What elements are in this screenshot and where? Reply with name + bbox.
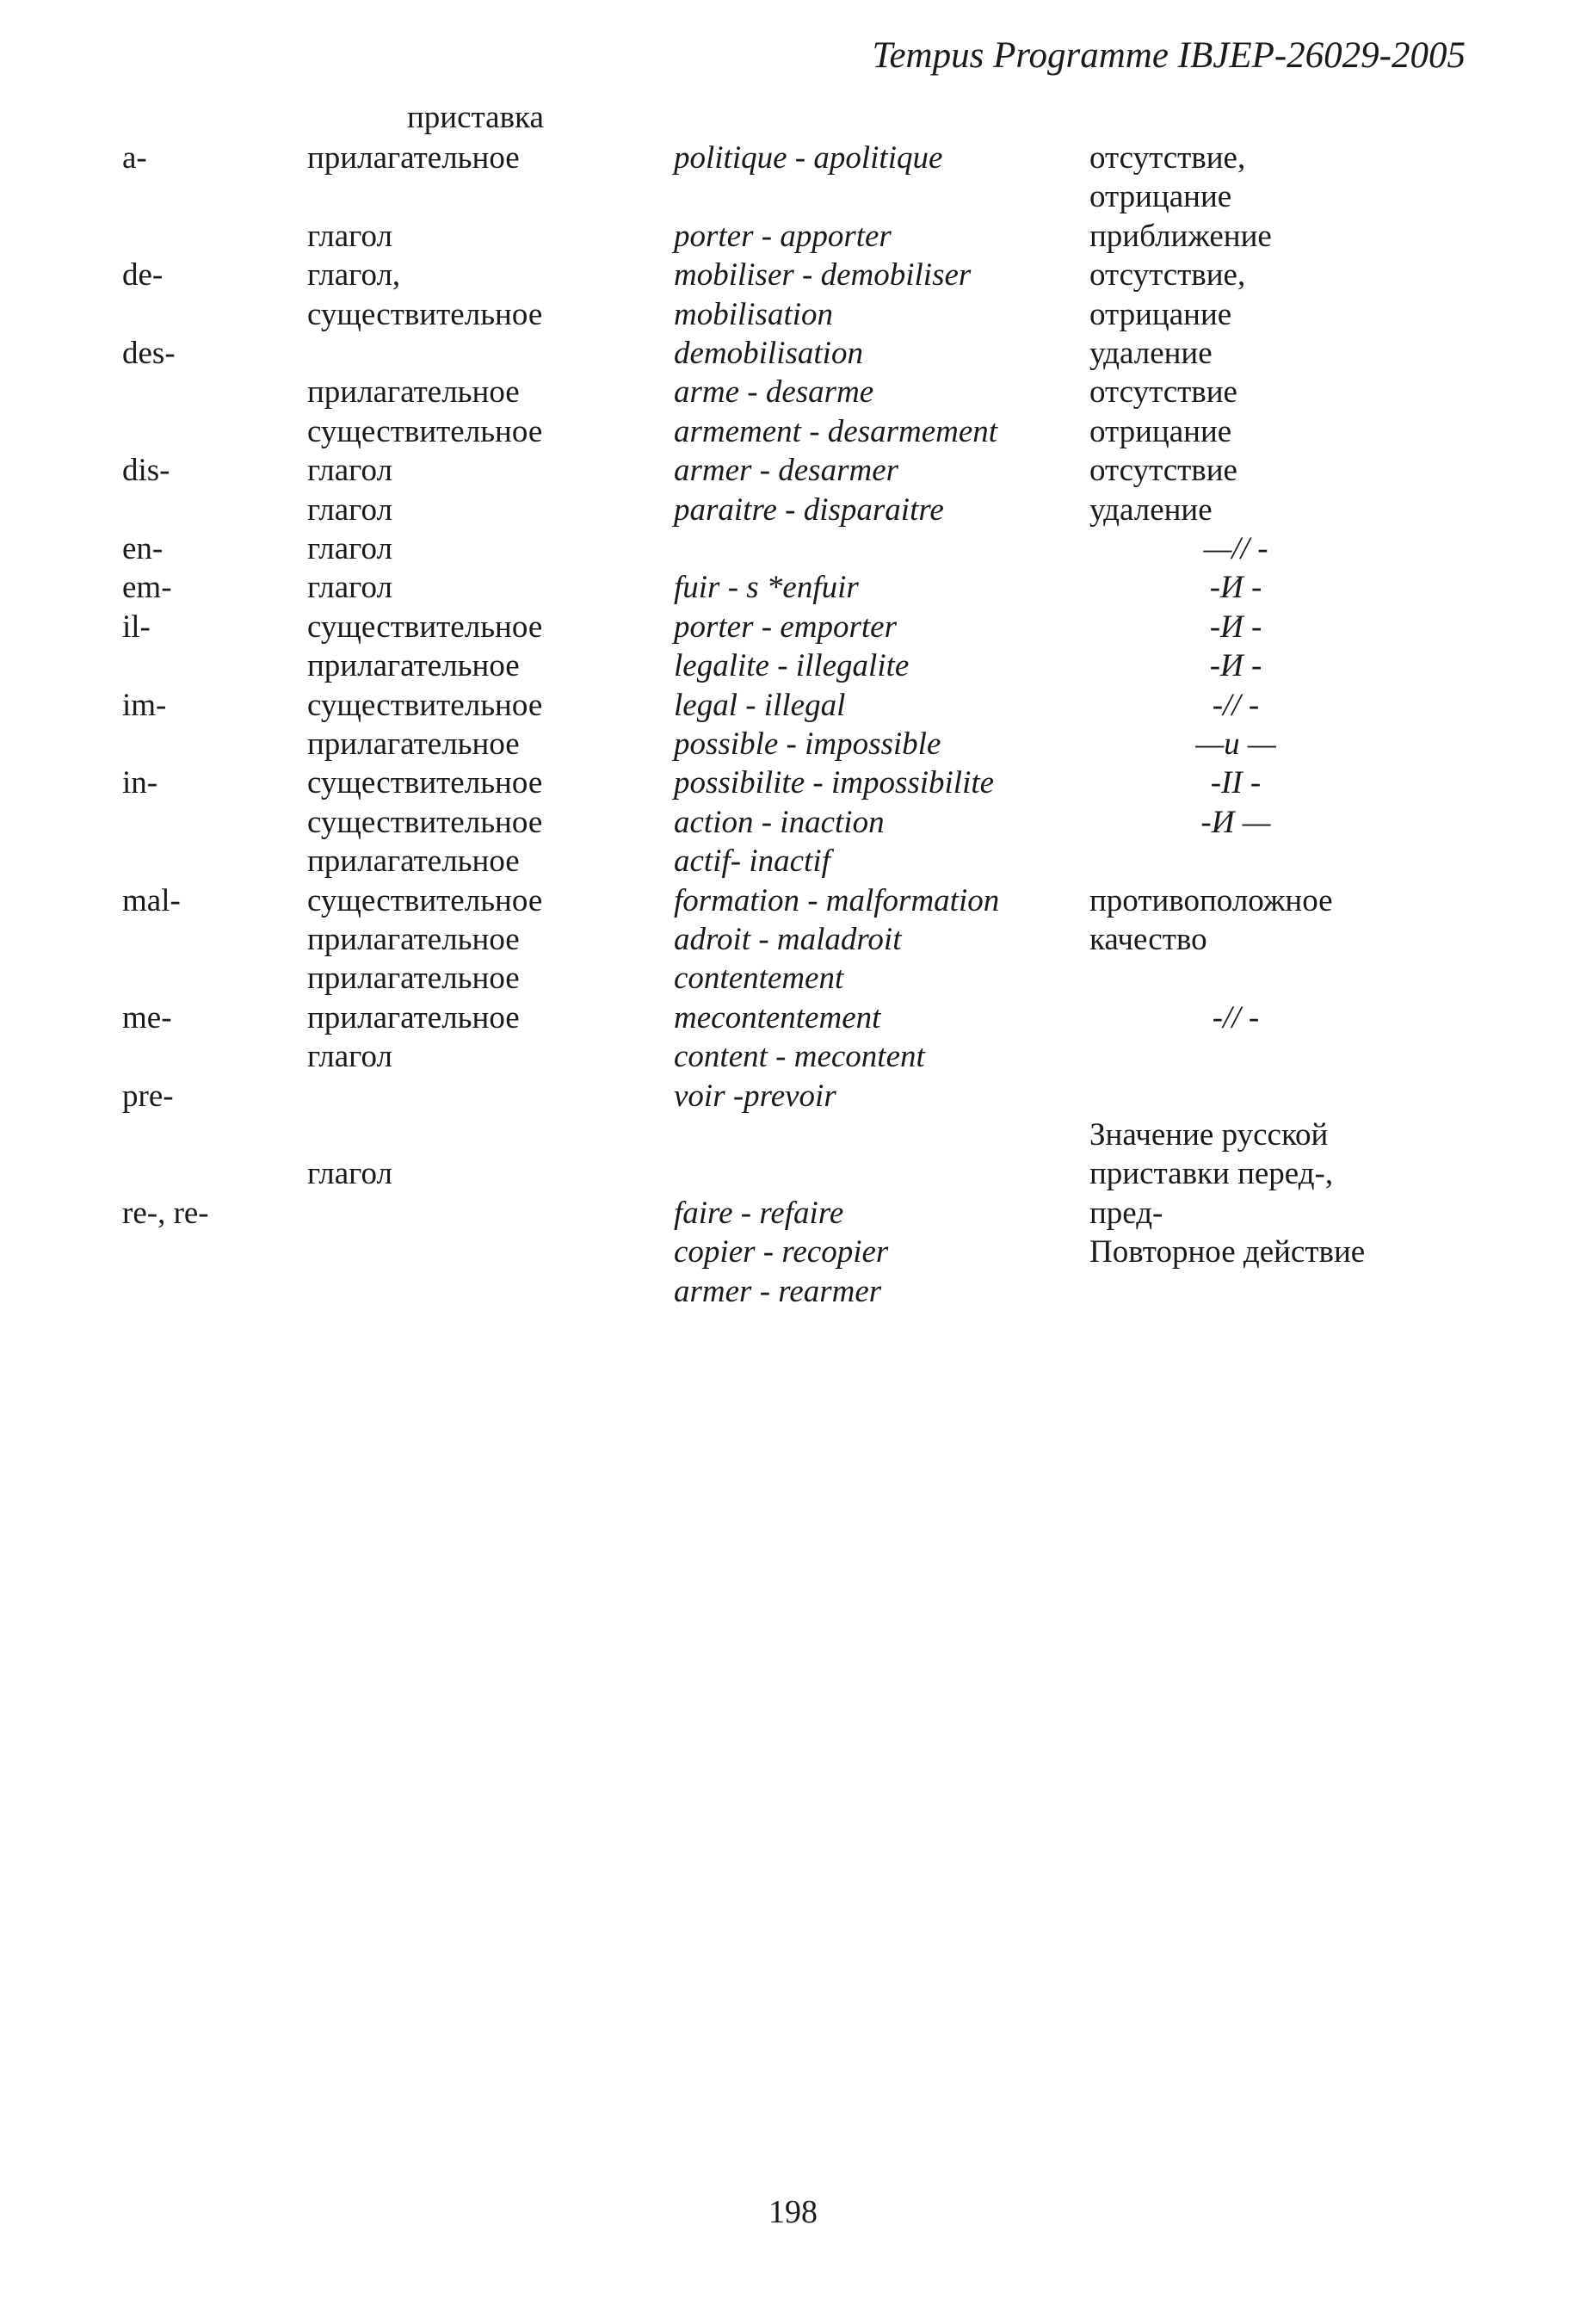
row-meaning: отрицание (1089, 297, 1232, 332)
row-example: voir -prevoir (674, 1079, 836, 1114)
row-ditto-mark: -И - (1209, 648, 1262, 683)
row-example: paraitre - disparaitre (674, 492, 944, 528)
row-example: legalite - illegalite (674, 648, 910, 683)
row-meaning: приближение (1089, 219, 1272, 254)
row-prefix: em- (122, 570, 172, 605)
row-ditto-mark: -II - (1210, 765, 1262, 800)
row-part-of-speech: глагол (307, 219, 392, 254)
row-part-of-speech: существительное (307, 688, 543, 723)
row-part-of-speech: глагол (307, 570, 392, 605)
row-part-of-speech: прилагательное (307, 140, 520, 176)
row-example: copier - recopier (674, 1234, 889, 1270)
row-example: arme - desarme (674, 374, 874, 410)
row-example: adroit - maladroit (674, 922, 902, 957)
row-meaning: отсутствие, (1089, 257, 1246, 293)
row-example: demobilisation (674, 336, 863, 371)
row-part-of-speech: глагол (307, 453, 392, 488)
row-example: armement - desarmement (674, 414, 998, 449)
row-example: legal - illegal (674, 688, 846, 723)
row-example: mecontentement (674, 1000, 881, 1035)
column-header: приставка (407, 100, 544, 135)
row-example: mobilisation (674, 297, 834, 332)
row-meaning: отрицание (1089, 414, 1232, 449)
row-part-of-speech: прилагательное (307, 844, 520, 879)
row-meaning: отсутствие (1089, 453, 1237, 488)
row-example: armer - desarmer (674, 453, 899, 488)
row-ditto-mark: —и — (1195, 726, 1276, 762)
row-part-of-speech: существительное (307, 414, 543, 449)
row-part-of-speech: прилагательное (307, 726, 520, 762)
row-part-of-speech: глагол (307, 1039, 392, 1074)
row-prefix: il- (122, 609, 151, 645)
row-example: porter - emporter (674, 609, 897, 645)
row-part-of-speech: существительное (307, 297, 543, 332)
row-ditto-mark: —// - (1203, 531, 1268, 566)
row-meaning: качество (1089, 922, 1207, 957)
row-ditto-mark: -И - (1209, 609, 1262, 645)
row-prefix: im- (122, 688, 167, 723)
row-part-of-speech: глагол (307, 492, 392, 528)
row-example: action - inaction (674, 805, 885, 840)
row-meaning: удаление (1089, 492, 1213, 528)
row-part-of-speech: прилагательное (307, 922, 520, 957)
row-example: contentement (674, 961, 844, 996)
row-prefix: des- (122, 336, 176, 371)
row-part-of-speech: прилагательное (307, 374, 520, 410)
row-part-of-speech: глагол, (307, 257, 401, 293)
row-meaning: отрицание (1089, 179, 1232, 214)
page-number: 198 (768, 2194, 818, 2230)
row-part-of-speech: прилагательное (307, 1000, 520, 1035)
row-prefix: a- (122, 140, 147, 176)
row-example: armer - rearmer (674, 1274, 882, 1309)
row-ditto-mark: -И - (1209, 570, 1262, 605)
row-ditto-mark: -// - (1212, 1000, 1260, 1035)
row-part-of-speech: глагол (307, 531, 392, 566)
row-prefix: en- (122, 531, 164, 566)
row-meaning: отсутствие, (1089, 140, 1246, 176)
row-meaning: пред- (1089, 1196, 1163, 1231)
row-ditto-mark: -// - (1212, 688, 1260, 723)
row-prefix: in- (122, 765, 158, 800)
row-prefix: de- (122, 257, 164, 293)
row-prefix: me- (122, 1000, 172, 1035)
row-example: mobiliser - demobiliser (674, 257, 972, 293)
row-ditto-mark: -И — (1200, 805, 1271, 840)
row-prefix: pre- (122, 1079, 174, 1114)
row-example: faire - refaire (674, 1196, 844, 1231)
running-header: Tempus Programme IBJEP-26029-2005 (872, 35, 1466, 76)
row-meaning: Повторное действие (1089, 1234, 1366, 1270)
row-part-of-speech: существительное (307, 765, 543, 800)
row-prefix: re-, re- (122, 1196, 209, 1231)
row-example: possibilite - impossibilite (674, 765, 995, 800)
row-meaning: противоположное (1089, 883, 1333, 918)
row-example: politique - apolitique (674, 140, 943, 176)
row-example: fuir - s *enfuir (674, 570, 859, 605)
row-meaning: Значение русской (1089, 1117, 1329, 1153)
row-example: content - mecontent (674, 1039, 925, 1074)
row-meaning: удаление (1089, 336, 1213, 371)
row-prefix: dis- (122, 453, 170, 488)
row-part-of-speech: прилагательное (307, 648, 520, 683)
row-example: formation - malformation (674, 883, 1000, 918)
row-prefix: mal- (122, 883, 181, 918)
row-part-of-speech: существительное (307, 805, 543, 840)
row-meaning: отсутствие (1089, 374, 1237, 410)
row-example: possible - impossible (674, 726, 941, 762)
row-part-of-speech: существительное (307, 609, 543, 645)
row-example: actif- inactif (674, 844, 830, 879)
row-part-of-speech: прилагательное (307, 961, 520, 996)
row-part-of-speech: существительное (307, 883, 543, 918)
row-part-of-speech: глагол (307, 1156, 392, 1191)
row-example: porter - apporter (674, 219, 892, 254)
row-meaning: приставки перед-, (1089, 1156, 1334, 1191)
